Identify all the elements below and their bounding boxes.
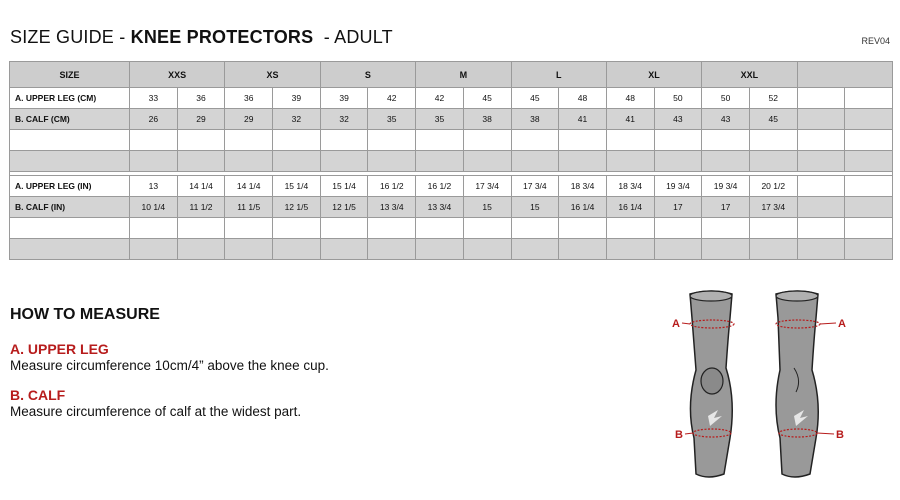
empty-cell [225,239,273,260]
empty-cell [606,130,654,151]
table-cell: 18 3/4 [559,176,607,197]
empty-row [10,151,893,172]
size-header-cell: SIZE [10,62,130,88]
empty-cell [177,239,225,260]
empty-cell [273,130,321,151]
table-row [10,109,893,130]
empty-cell [416,218,464,239]
table-cell: 16 1/2 [368,176,416,197]
row-label: A. UPPER LEG (CM) [10,88,130,109]
table-row [10,176,893,197]
front-label-b: B [675,429,683,441]
table-cell: 50 [702,88,750,109]
size-header-xxl: XXL [702,62,797,88]
empty-cell [368,218,416,239]
empty-cell [654,218,702,239]
back-sleeve-top-opening [776,291,818,301]
table-cell: 32 [273,109,321,130]
empty-cell [511,239,559,260]
table-cell: 14 1/4 [177,176,225,197]
empty-cell [463,239,511,260]
table-cell: 11 1/2 [177,197,225,218]
empty-row [10,218,893,239]
table-cell: 10 1/4 [130,197,178,218]
knee-diagram [668,288,868,488]
knee-cup [701,368,723,394]
empty-cell [797,130,845,151]
table-cell: 13 [130,176,178,197]
empty-header-cell [797,62,892,88]
table-cell: 17 3/4 [749,197,797,218]
table-cell: 16 1/4 [559,197,607,218]
back-leader-b [817,433,834,434]
empty-cell [511,218,559,239]
table-cell: 17 3/4 [511,176,559,197]
table-cell: 41 [606,109,654,130]
empty-cell [320,151,368,172]
empty-cell [654,151,702,172]
back-knee-sleeve [776,291,836,477]
empty-cell [511,130,559,151]
table-cell: 15 [511,197,559,218]
table-cell: 39 [273,88,321,109]
empty-cell [10,239,130,260]
calf-title: B. CALF [10,387,66,403]
table-cell: 17 [702,197,750,218]
size-header-xxs: XXS [130,62,225,88]
empty-cell [606,151,654,172]
empty-cell [225,151,273,172]
table-cell: 39 [320,88,368,109]
empty-cell [702,239,750,260]
empty-cell [702,218,750,239]
empty-cell [606,218,654,239]
front-leader-a [682,323,690,324]
row-label: B. CALF (CM) [10,109,130,130]
table-cell: 17 [654,197,702,218]
table-cell: 43 [702,109,750,130]
empty-cell [368,151,416,172]
title-prefix: SIZE GUIDE - [10,27,131,47]
table-cell: 15 1/4 [273,176,321,197]
empty-cell [845,109,893,130]
table-cell: 18 3/4 [606,176,654,197]
table-header-row [10,62,893,88]
how-to-measure [10,306,329,433]
empty-cell [177,130,225,151]
upper-leg-text: Measure circumference 10cm/4” above the knee cup. [10,358,329,373]
title-suffix: - ADULT [313,27,393,47]
size-header-m: M [416,62,511,88]
empty-cell [797,176,845,197]
empty-cell [559,130,607,151]
empty-cell [130,151,178,172]
empty-cell [273,239,321,260]
upper-leg-title: A. UPPER LEG [10,341,109,357]
front-label-a: A [672,318,680,330]
empty-cell [416,151,464,172]
empty-cell [797,88,845,109]
empty-cell [130,239,178,260]
table-cell: 17 3/4 [463,176,511,197]
table-cell: 29 [225,109,273,130]
table-cell: 16 1/2 [416,176,464,197]
table-cell: 38 [463,109,511,130]
empty-cell [511,151,559,172]
empty-cell [654,130,702,151]
table-cell: 29 [177,109,225,130]
table-cell: 35 [368,109,416,130]
empty-cell [845,88,893,109]
table-cell: 48 [559,88,607,109]
empty-cell [606,239,654,260]
empty-cell [797,239,845,260]
table-cell: 14 1/4 [225,176,273,197]
table-cell: 45 [511,88,559,109]
table-row [10,88,893,109]
table-cell: 35 [416,109,464,130]
how-to-measure-heading: HOW TO MEASURE [10,306,160,323]
table-cell: 13 3/4 [368,197,416,218]
table-cell: 11 1/5 [225,197,273,218]
empty-cell [416,239,464,260]
empty-cell [702,151,750,172]
table-cell: 16 1/4 [606,197,654,218]
back-leader-a [820,323,836,324]
empty-cell [463,130,511,151]
table-cell: 42 [368,88,416,109]
empty-cell [559,218,607,239]
empty-row [10,239,893,260]
back-label-b: B [836,429,844,441]
empty-cell [749,239,797,260]
empty-cell [654,239,702,260]
row-label: A. UPPER LEG (IN) [10,176,130,197]
empty-cell [320,130,368,151]
empty-cell [177,151,225,172]
empty-cell [320,239,368,260]
table-cell: 43 [654,109,702,130]
empty-cell [273,218,321,239]
empty-cell [559,239,607,260]
front-leader-b [685,433,693,434]
empty-cell [368,239,416,260]
table-cell: 42 [416,88,464,109]
empty-cell [845,218,893,239]
empty-cell [845,197,893,218]
table-cell: 12 1/5 [273,197,321,218]
back-sleeve-body [776,291,818,477]
empty-cell [797,218,845,239]
empty-cell [749,218,797,239]
empty-cell [797,109,845,130]
size-table [9,61,893,260]
empty-cell [225,130,273,151]
table-cell: 19 3/4 [654,176,702,197]
empty-cell [320,218,368,239]
table-cell: 45 [749,109,797,130]
empty-cell [130,130,178,151]
empty-row [10,130,893,151]
table-cell: 13 3/4 [416,197,464,218]
empty-cell [416,130,464,151]
table-cell: 26 [130,109,178,130]
table-cell: 38 [511,109,559,130]
empty-cell [463,151,511,172]
empty-cell [749,130,797,151]
empty-cell [845,151,893,172]
table-cell: 15 1/4 [320,176,368,197]
size-header-l: L [511,62,606,88]
empty-cell [797,151,845,172]
empty-cell [797,197,845,218]
empty-cell [273,151,321,172]
size-header-xs: XS [225,62,320,88]
empty-cell [559,151,607,172]
table-cell: 48 [606,88,654,109]
empty-cell [10,151,130,172]
table-cell: 50 [654,88,702,109]
title-product: KNEE PROTECTORS [130,27,314,47]
empty-cell [463,218,511,239]
front-knee-sleeve [682,291,734,477]
empty-cell [368,130,416,151]
table-row [10,197,893,218]
table-cell: 52 [749,88,797,109]
empty-cell [702,130,750,151]
page-title [10,27,393,48]
table-cell: 20 1/2 [749,176,797,197]
empty-cell [845,130,893,151]
empty-cell [845,239,893,260]
empty-cell [10,130,130,151]
calf-text: Measure circumference of calf at the widest part. [10,404,302,419]
empty-cell [225,218,273,239]
empty-cell [749,151,797,172]
table-cell: 12 1/5 [320,197,368,218]
table-cell: 45 [463,88,511,109]
empty-cell [10,218,130,239]
table-cell: 36 [225,88,273,109]
size-header-s: S [320,62,415,88]
table-cell: 19 3/4 [702,176,750,197]
table-cell: 32 [320,109,368,130]
empty-cell [177,218,225,239]
empty-cell [845,176,893,197]
empty-cell [130,218,178,239]
size-header-xl: XL [606,62,701,88]
revision-code: REV04 [861,36,890,46]
row-label: B. CALF (IN) [10,197,130,218]
front-sleeve-top-opening [690,291,732,301]
back-label-a: A [838,318,846,330]
table-cell: 15 [463,197,511,218]
table-cell: 41 [559,109,607,130]
table-cell: 36 [177,88,225,109]
table-cell: 33 [130,88,178,109]
